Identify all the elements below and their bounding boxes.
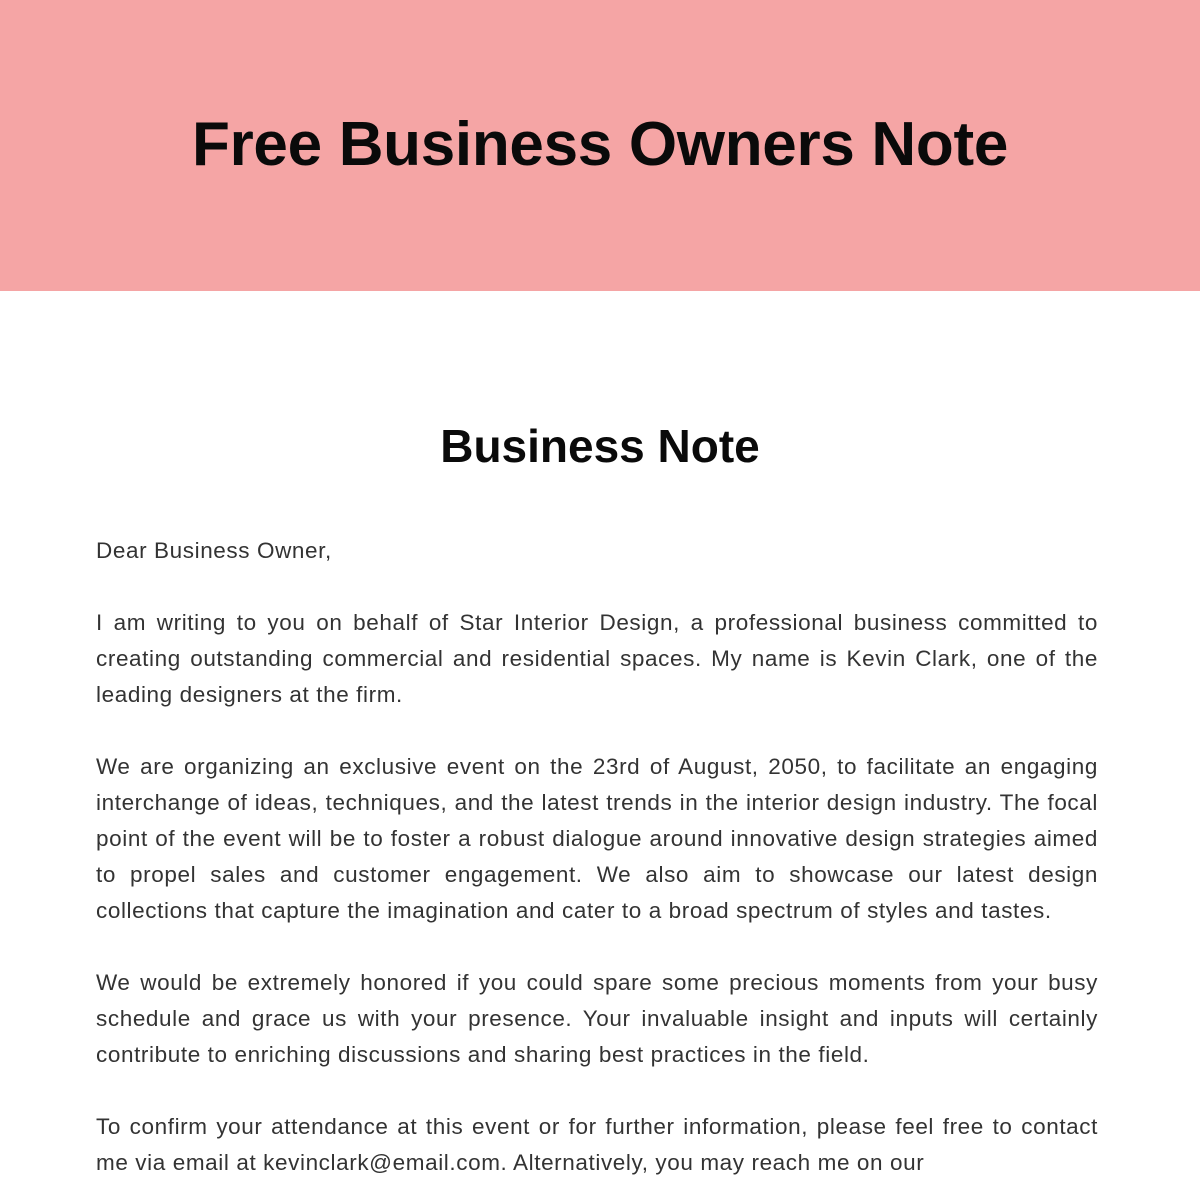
document-title: Business Note (440, 420, 760, 472)
paragraph-intro: I am writing to you on behalf of Star Interior Design, a professional business committed to creating outstanding commercial and residential spaces. My name is Kevin Clark, one of the leading designers at the firm. (96, 610, 1098, 707)
header-banner (0, 0, 1200, 291)
paragraph-event: We are organizing an exclusive event on the 23rd of August, 2050, to facilitate an engaging interchange of ideas, techniques, and the latest trends in the interior design industry. The focal point of the event will be to foster a robust dialogue around innovative design strategies aimed to propel sales and customer engagement. We also aim to showcase our latest design collections that capture the imagination and cater to a broad spectrum of styles and tastes. (96, 754, 1098, 923)
greeting: Dear Business Owner, (96, 538, 332, 563)
paragraph-contact: To confirm your attendance at this event or for further information, please feel free to contact me via email at kevinclark@email.com. Alternatively, you may reach me on our (96, 1114, 1098, 1175)
paragraph-invitation: We would be extremely honored if you could spare some precious moments from your busy schedule and grace us with your presence. Your invaluable insight and inputs will certainly contribute to enriching discussions and sharing best practices in the field. (96, 970, 1098, 1067)
banner-title: Free Business Owners Note (192, 110, 1008, 179)
letter-body (96, 533, 1098, 1200)
